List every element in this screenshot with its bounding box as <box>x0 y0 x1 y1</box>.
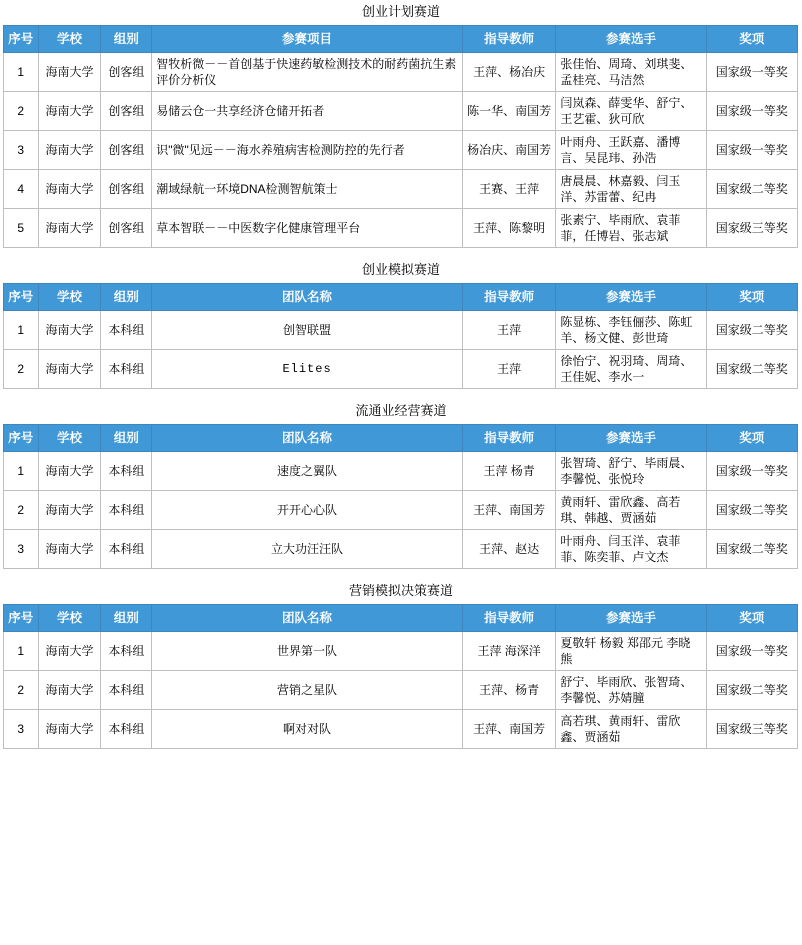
column-header: 学校 <box>38 26 101 53</box>
cell-school: 海南大学 <box>38 710 101 749</box>
table-header-row <box>4 284 798 311</box>
section-spacer <box>0 389 802 399</box>
cell-project: 易储云仓一共享经济仓储开拓者 <box>152 92 463 131</box>
cell-members: 高若琪、黄雨轩、雷欣鑫、贾涵茹 <box>556 710 706 749</box>
cell-teacher: 陈一华、南国芳 <box>462 92 555 131</box>
cell-teacher: 王萍 <box>462 311 555 350</box>
table-row <box>4 53 798 92</box>
column-header: 奖项 <box>706 284 797 311</box>
cell-project: 草本智联－－中医数字化健康管理平台 <box>152 209 463 248</box>
cell-teacher: 王萍 <box>462 350 555 389</box>
column-header: 序号 <box>4 284 39 311</box>
cell-teacher: 杨冶庆、南国芳 <box>462 131 555 170</box>
cell-award: 国家级一等奖 <box>706 452 797 491</box>
cell-teacher: 王萍、南国芳 <box>462 710 555 749</box>
cell-award: 国家级二等奖 <box>706 491 797 530</box>
table-row <box>4 92 798 131</box>
column-header: 参赛项目 <box>152 26 463 53</box>
cell-idx: 5 <box>4 209 39 248</box>
cell-award: 国家级三等奖 <box>706 710 797 749</box>
table-header-row <box>4 425 798 452</box>
results-table <box>3 283 798 389</box>
cell-project: 识"微"见远－－海水养殖病害检测防控的先行者 <box>152 131 463 170</box>
cell-idx: 3 <box>4 710 39 749</box>
results-table <box>3 25 798 248</box>
cell-award: 国家级二等奖 <box>706 170 797 209</box>
cell-award: 国家级一等奖 <box>706 131 797 170</box>
column-header: 奖项 <box>706 26 797 53</box>
cell-teacher: 王萍、赵达 <box>462 530 555 569</box>
cell-school: 海南大学 <box>38 209 101 248</box>
column-header: 序号 <box>4 425 39 452</box>
column-header: 参赛选手 <box>556 26 706 53</box>
column-header: 学校 <box>38 284 101 311</box>
cell-award: 国家级一等奖 <box>706 92 797 131</box>
results-table <box>3 604 798 749</box>
section-title: 创业计划赛道 <box>0 0 802 25</box>
column-header: 参赛选手 <box>556 425 706 452</box>
column-header: 指导教师 <box>462 425 555 452</box>
cell-idx: 1 <box>4 53 39 92</box>
cell-group: 创客组 <box>101 92 152 131</box>
cell-group: 本科组 <box>101 632 152 671</box>
cell-award: 国家级二等奖 <box>706 671 797 710</box>
column-header: 团队名称 <box>152 605 463 632</box>
cell-members: 徐怡宁、祝羽琦、周琦、王佳妮、李水一 <box>556 350 706 389</box>
table-row <box>4 350 798 389</box>
cell-school: 海南大学 <box>38 350 101 389</box>
column-header: 团队名称 <box>152 425 463 452</box>
column-header: 参赛选手 <box>556 605 706 632</box>
column-header: 组别 <box>101 425 152 452</box>
table-row <box>4 710 798 749</box>
results-table <box>3 424 798 569</box>
cell-award: 国家级一等奖 <box>706 632 797 671</box>
cell-team: Elites <box>152 350 463 389</box>
section <box>0 258 802 389</box>
column-header: 学校 <box>38 425 101 452</box>
column-header: 参赛选手 <box>556 284 706 311</box>
cell-award: 国家级二等奖 <box>706 350 797 389</box>
cell-members: 叶雨舟、王跃嘉、潘博言、吴昆玮、孙浩 <box>556 131 706 170</box>
cell-idx: 2 <box>4 350 39 389</box>
section-title: 营销模拟决策赛道 <box>0 579 802 604</box>
cell-school: 海南大学 <box>38 491 101 530</box>
cell-school: 海南大学 <box>38 53 101 92</box>
table-row <box>4 209 798 248</box>
column-header: 指导教师 <box>462 284 555 311</box>
cell-award: 国家级二等奖 <box>706 530 797 569</box>
column-header: 序号 <box>4 605 39 632</box>
cell-award: 国家级三等奖 <box>706 209 797 248</box>
cell-teacher: 王萍、南国芳 <box>462 491 555 530</box>
cell-group: 本科组 <box>101 452 152 491</box>
cell-teacher: 王赛、王萍 <box>462 170 555 209</box>
cell-group: 本科组 <box>101 491 152 530</box>
cell-teacher: 王萍、杨青 <box>462 671 555 710</box>
cell-members: 张佳怡、周琦、刘琪斐、孟桂亮、马洁然 <box>556 53 706 92</box>
cell-group: 创客组 <box>101 53 152 92</box>
table-row <box>4 632 798 671</box>
section <box>0 399 802 569</box>
cell-idx: 1 <box>4 632 39 671</box>
cell-members: 舒宁、毕雨欣、张智琦、李馨悦、苏婧朣 <box>556 671 706 710</box>
cell-school: 海南大学 <box>38 530 101 569</box>
cell-school: 海南大学 <box>38 632 101 671</box>
cell-school: 海南大学 <box>38 671 101 710</box>
cell-teacher: 王萍 杨青 <box>462 452 555 491</box>
column-header: 序号 <box>4 26 39 53</box>
cell-project: 智牧析微－－首创基于快速药敏检测技术的耐药菌抗生素评价分析仪 <box>152 53 463 92</box>
table-row <box>4 311 798 350</box>
cell-members: 闫岚森、薛雯华、舒宁、王艺霍、狄可欣 <box>556 92 706 131</box>
cell-school: 海南大学 <box>38 92 101 131</box>
cell-idx: 1 <box>4 311 39 350</box>
column-header: 组别 <box>101 26 152 53</box>
cell-idx: 3 <box>4 530 39 569</box>
cell-idx: 4 <box>4 170 39 209</box>
cell-group: 本科组 <box>101 530 152 569</box>
cell-school: 海南大学 <box>38 311 101 350</box>
cell-members: 叶雨舟、闫玉洋、袁菲菲、陈奕菲、卢文杰 <box>556 530 706 569</box>
cell-idx: 2 <box>4 671 39 710</box>
table-row <box>4 671 798 710</box>
table-row <box>4 131 798 170</box>
table-header-row <box>4 26 798 53</box>
section <box>0 579 802 749</box>
section-title: 创业模拟赛道 <box>0 258 802 283</box>
cell-group: 本科组 <box>101 350 152 389</box>
cell-members: 张素宁、毕雨欣、袁菲菲，任博岩、张志斌 <box>556 209 706 248</box>
cell-team: 立大功汪汪队 <box>152 530 463 569</box>
cell-group: 创客组 <box>101 131 152 170</box>
cell-group: 本科组 <box>101 311 152 350</box>
cell-group: 创客组 <box>101 209 152 248</box>
column-header: 指导教师 <box>462 605 555 632</box>
table-row <box>4 170 798 209</box>
cell-team: 开开心心队 <box>152 491 463 530</box>
section-spacer <box>0 248 802 258</box>
cell-members: 唐晨晨、林嘉毅、闫玉洋、苏雷蕾、纪冉 <box>556 170 706 209</box>
cell-team: 创智联盟 <box>152 311 463 350</box>
cell-idx: 2 <box>4 491 39 530</box>
cell-teacher: 王萍 海深洋 <box>462 632 555 671</box>
cell-team: 世界第一队 <box>152 632 463 671</box>
column-header: 组别 <box>101 605 152 632</box>
column-header: 学校 <box>38 605 101 632</box>
section-spacer <box>0 749 802 759</box>
cell-members: 黄雨轩、雷欣鑫、高若琪、韩越、贾涵茹 <box>556 491 706 530</box>
section-spacer <box>0 569 802 579</box>
cell-group: 创客组 <box>101 170 152 209</box>
cell-group: 本科组 <box>101 671 152 710</box>
cell-idx: 2 <box>4 92 39 131</box>
cell-teacher: 王萍、杨冶庆 <box>462 53 555 92</box>
table-header-row <box>4 605 798 632</box>
column-header: 奖项 <box>706 425 797 452</box>
cell-team: 速度之翼队 <box>152 452 463 491</box>
cell-award: 国家级二等奖 <box>706 311 797 350</box>
section <box>0 0 802 248</box>
cell-idx: 1 <box>4 452 39 491</box>
cell-members: 夏敬轩 杨毅 郑邵元 李晓熊 <box>556 632 706 671</box>
table-row <box>4 491 798 530</box>
cell-members: 张智琦、舒宁、毕雨晨、李馨悦、张悦玲 <box>556 452 706 491</box>
table-row <box>4 530 798 569</box>
cell-school: 海南大学 <box>38 170 101 209</box>
cell-award: 国家级一等奖 <box>706 53 797 92</box>
column-header: 团队名称 <box>152 284 463 311</box>
cell-members: 陈显栋、李钰俪莎、陈虹羊、杨文健、彭世琦 <box>556 311 706 350</box>
cell-group: 本科组 <box>101 710 152 749</box>
column-header: 奖项 <box>706 605 797 632</box>
cell-school: 海南大学 <box>38 131 101 170</box>
cell-team: 营销之星队 <box>152 671 463 710</box>
cell-idx: 3 <box>4 131 39 170</box>
table-row <box>4 452 798 491</box>
column-header: 组别 <box>101 284 152 311</box>
cell-school: 海南大学 <box>38 452 101 491</box>
cell-project: 潮域绿航一环境DNA检测智航策士 <box>152 170 463 209</box>
cell-teacher: 王萍、陈黎明 <box>462 209 555 248</box>
column-header: 指导教师 <box>462 26 555 53</box>
cell-team: 啊对对队 <box>152 710 463 749</box>
section-title: 流通业经营赛道 <box>0 399 802 424</box>
